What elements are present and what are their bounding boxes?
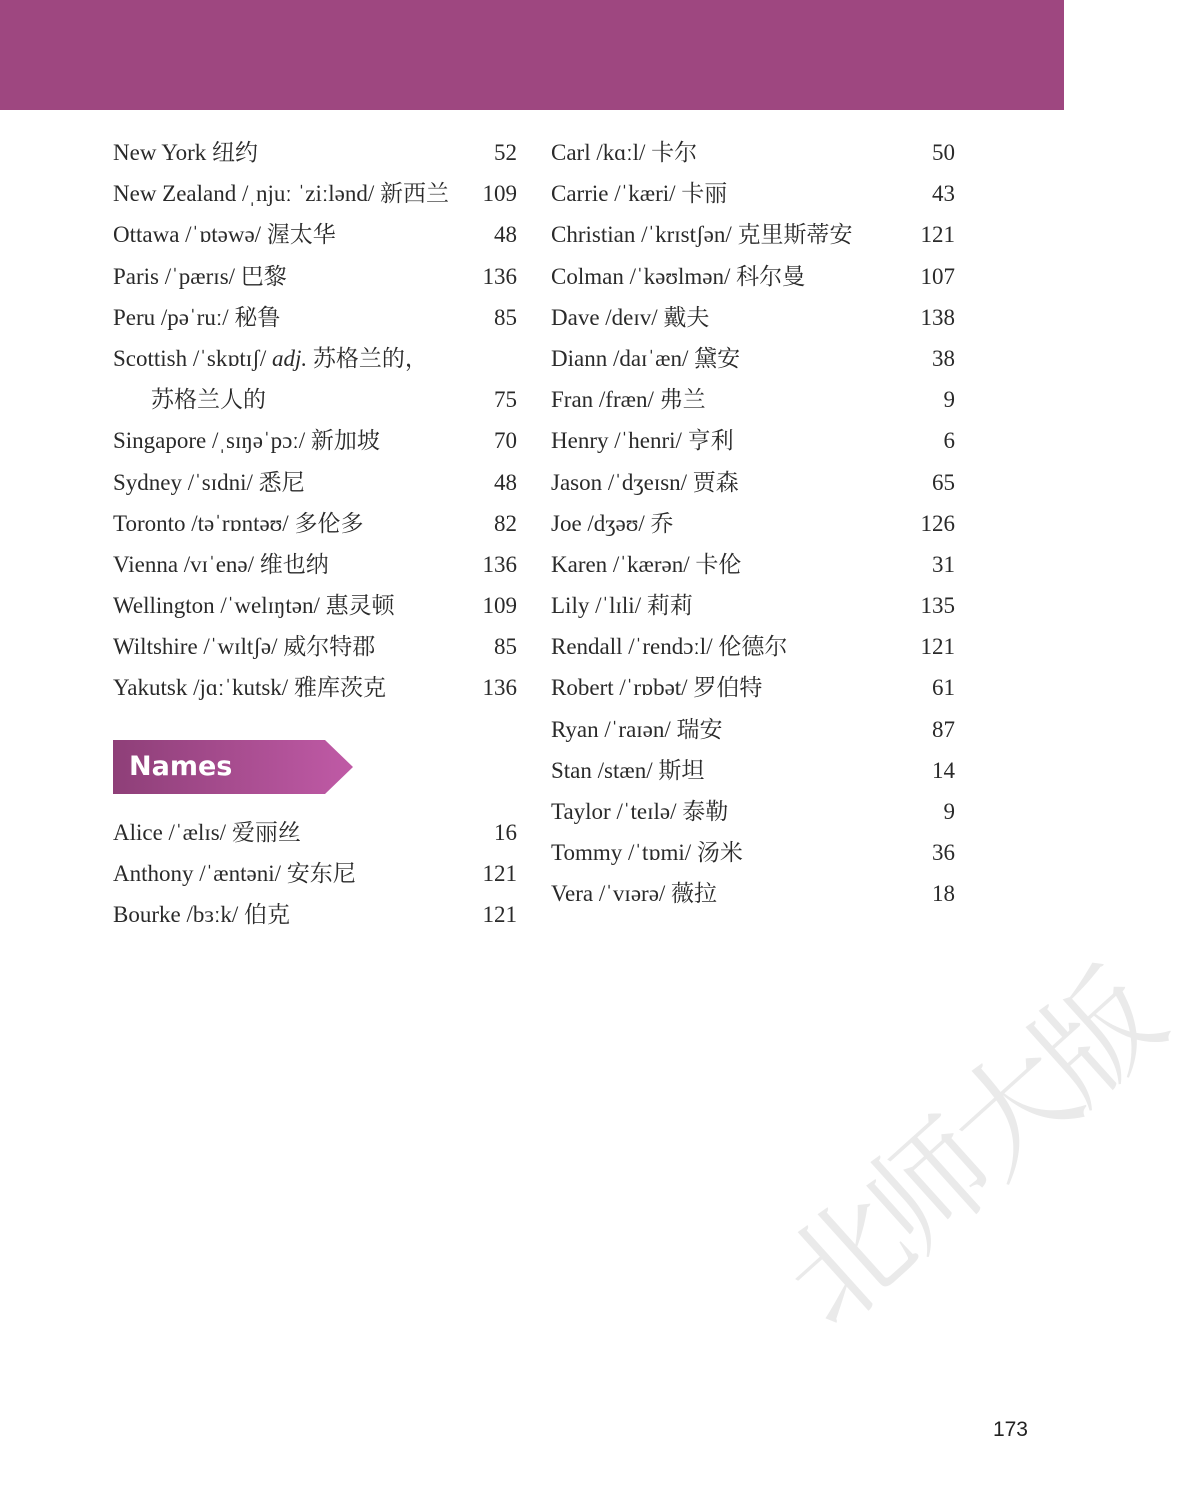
part-of-speech: adj. [271,345,308,371]
entry-page: 121 [920,634,955,660]
index-entry [113,894,517,935]
entry-page: 9 [943,799,955,824]
entry-term: Stan /stæn/ 斯坦 [551,757,705,783]
index-entry [551,297,955,338]
index-entry [551,338,955,379]
entry-term: Rendall /ˈrendɔːl/ 伦德尔 [551,634,788,660]
entry-page: 82 [494,510,517,536]
entry-page: 136 [482,263,517,289]
index-entry [113,667,517,708]
entry-page: 87 [932,716,955,742]
index-entry [113,853,517,894]
entry-page: 138 [920,304,955,330]
entry-page: 14 [932,757,955,783]
entry-term: Joe /dʒəʊ/ 乔 [551,510,674,536]
entry-term: Dave /deɪv/ 戴夫 [551,304,710,330]
index-entry [551,626,955,667]
entry-term: Yakutsk /jɑːˈkutsk/ 雅库茨克 [113,675,386,701]
index-entry [113,462,517,503]
index-entry [551,667,955,708]
entry-page: 121 [482,902,517,927]
entry-page: 136 [482,675,517,701]
entry-page: 31 [932,551,955,577]
entry-term: Wiltshire /ˈwɪltʃə/ 威尔特郡 [113,634,376,660]
index-entry [113,338,517,379]
index-entry [551,173,955,214]
publisher-watermark: 北师大版 [758,950,1185,1354]
entry-term: Ottawa /ˈɒtəwə/ 渥太华 [113,222,336,248]
index-entry [113,379,517,420]
entry-page: 109 [482,593,517,619]
index-entry [113,173,517,214]
index-column-left [113,132,517,935]
entry-page: 50 [932,140,955,165]
index-entry [113,585,517,626]
entry-term: Colman /ˈkəʊlmən/ 科尔曼 [551,263,806,289]
entry-page: 107 [920,263,955,289]
index-entry [551,420,955,461]
entry-term: Vera /ˈvɪərə/ 薇拉 [551,881,718,907]
entry-term: Bourke /bɜːk/ 伯克 [113,902,291,927]
index-entry [113,132,517,173]
index-entry [551,379,955,420]
entry-term: New Zealand /ˌnjuː ˈziːlənd/ 新西兰 [113,181,449,207]
index-entry [551,709,955,750]
entry-page: 18 [932,881,955,907]
entry-page: 121 [920,222,955,248]
entry-term: Singapore /ˌsɪŋəˈpɔː/ 新加坡 [113,428,380,454]
entry-page: 36 [932,840,955,866]
entry-page: 6 [943,428,955,454]
entry-term: Lily /ˈlɪli/ 莉莉 [551,593,693,619]
entry-term-gloss: 苏格兰的， [307,345,428,371]
entry-page: 126 [920,510,955,536]
entry-term: Henry /ˈhenri/ 亨利 [551,428,734,454]
index-entry [551,214,955,255]
entry-page: 136 [482,551,517,577]
index-entry [551,585,955,626]
entry-page: 43 [932,181,955,207]
entry-page: 135 [920,593,955,619]
entry-term: Fran /fræn/ 弗兰 [551,387,706,413]
index-entry [113,297,517,338]
index-entry [113,626,517,667]
entry-term: Karen /ˈkærən/ 卡伦 [551,551,742,577]
entry-page: 121 [482,860,517,886]
entry-page: 48 [494,222,517,248]
index-entry [551,791,955,832]
entry-term: Carl /kɑːl/ 卡尔 [551,140,698,165]
entry-page: 38 [932,345,955,371]
entry-page: 109 [482,181,517,207]
entry-term: Jason /ˈdʒeɪsn/ 贾森 [551,469,739,495]
index-entry [551,256,955,297]
entry-page: 85 [494,304,517,330]
entry-term: Anthony /ˈæntəni/ 安东尼 [113,860,356,886]
entry-term: Taylor /ˈteɪlə/ 泰勒 [551,799,729,824]
index-entry [113,544,517,585]
entry-term: Sydney /ˈsɪdni/ 悉尼 [113,469,305,495]
entry-term: New York 纽约 [113,140,259,165]
index-entry [113,420,517,461]
index-entry [113,812,517,853]
index-column-right [551,132,955,915]
entry-page: 9 [943,387,955,413]
entry-term-continuation: 苏格兰人的 [151,387,266,413]
entry-page: 75 [494,387,517,413]
entry-page: 52 [494,140,517,165]
entry-page: 61 [932,675,955,701]
names-section-banner [113,740,353,794]
entry-page: 85 [494,634,517,660]
entry-term: Robert /ˈrɒbət/ 罗伯特 [551,675,763,701]
entry-term: Tommy /ˈtɒmi/ 汤米 [551,840,743,866]
index-entry [113,503,517,544]
index-entry [551,132,955,173]
index-entry [551,832,955,873]
entry-term: Wellington /ˈwelɪŋtən/ 惠灵顿 [113,593,395,619]
entry-page: 70 [494,428,517,454]
entry-page: 65 [932,469,955,495]
index-entry [551,873,955,914]
index-entry [113,214,517,255]
entry-term: Christian /ˈkrɪstʃən/ 克里斯蒂安 [551,222,853,248]
entry-term [113,338,477,379]
section-title: Names [129,750,233,782]
index-entry [551,462,955,503]
entry-term: Ryan /ˈraɪən/ 瑞安 [551,716,723,742]
index-entry [551,503,955,544]
entry-term: Toronto /təˈrɒntəʊ/ 多伦多 [113,510,364,536]
entry-term-main: Scottish /ˈskɒtɪʃ/ [113,345,272,371]
index-entry [551,544,955,585]
entry-term: Carrie /ˈkæri/ 卡丽 [551,181,728,207]
entry-page: 16 [494,819,517,845]
entry-page: 48 [494,469,517,495]
top-color-band [0,0,1064,110]
entry-term: Paris /ˈpærɪs/ 巴黎 [113,263,287,289]
entry-term: Vienna /vɪˈenə/ 维也纳 [113,551,329,577]
entry-term: Peru /pəˈruː/ 秘鲁 [113,304,281,330]
entry-term: Alice /ˈælɪs/ 爱丽丝 [113,819,301,845]
index-entry [113,256,517,297]
entry-term: Diann /daɪˈæn/ 黛安 [551,345,741,371]
page-number: 173 [992,1418,1028,1441]
index-entry [551,750,955,791]
